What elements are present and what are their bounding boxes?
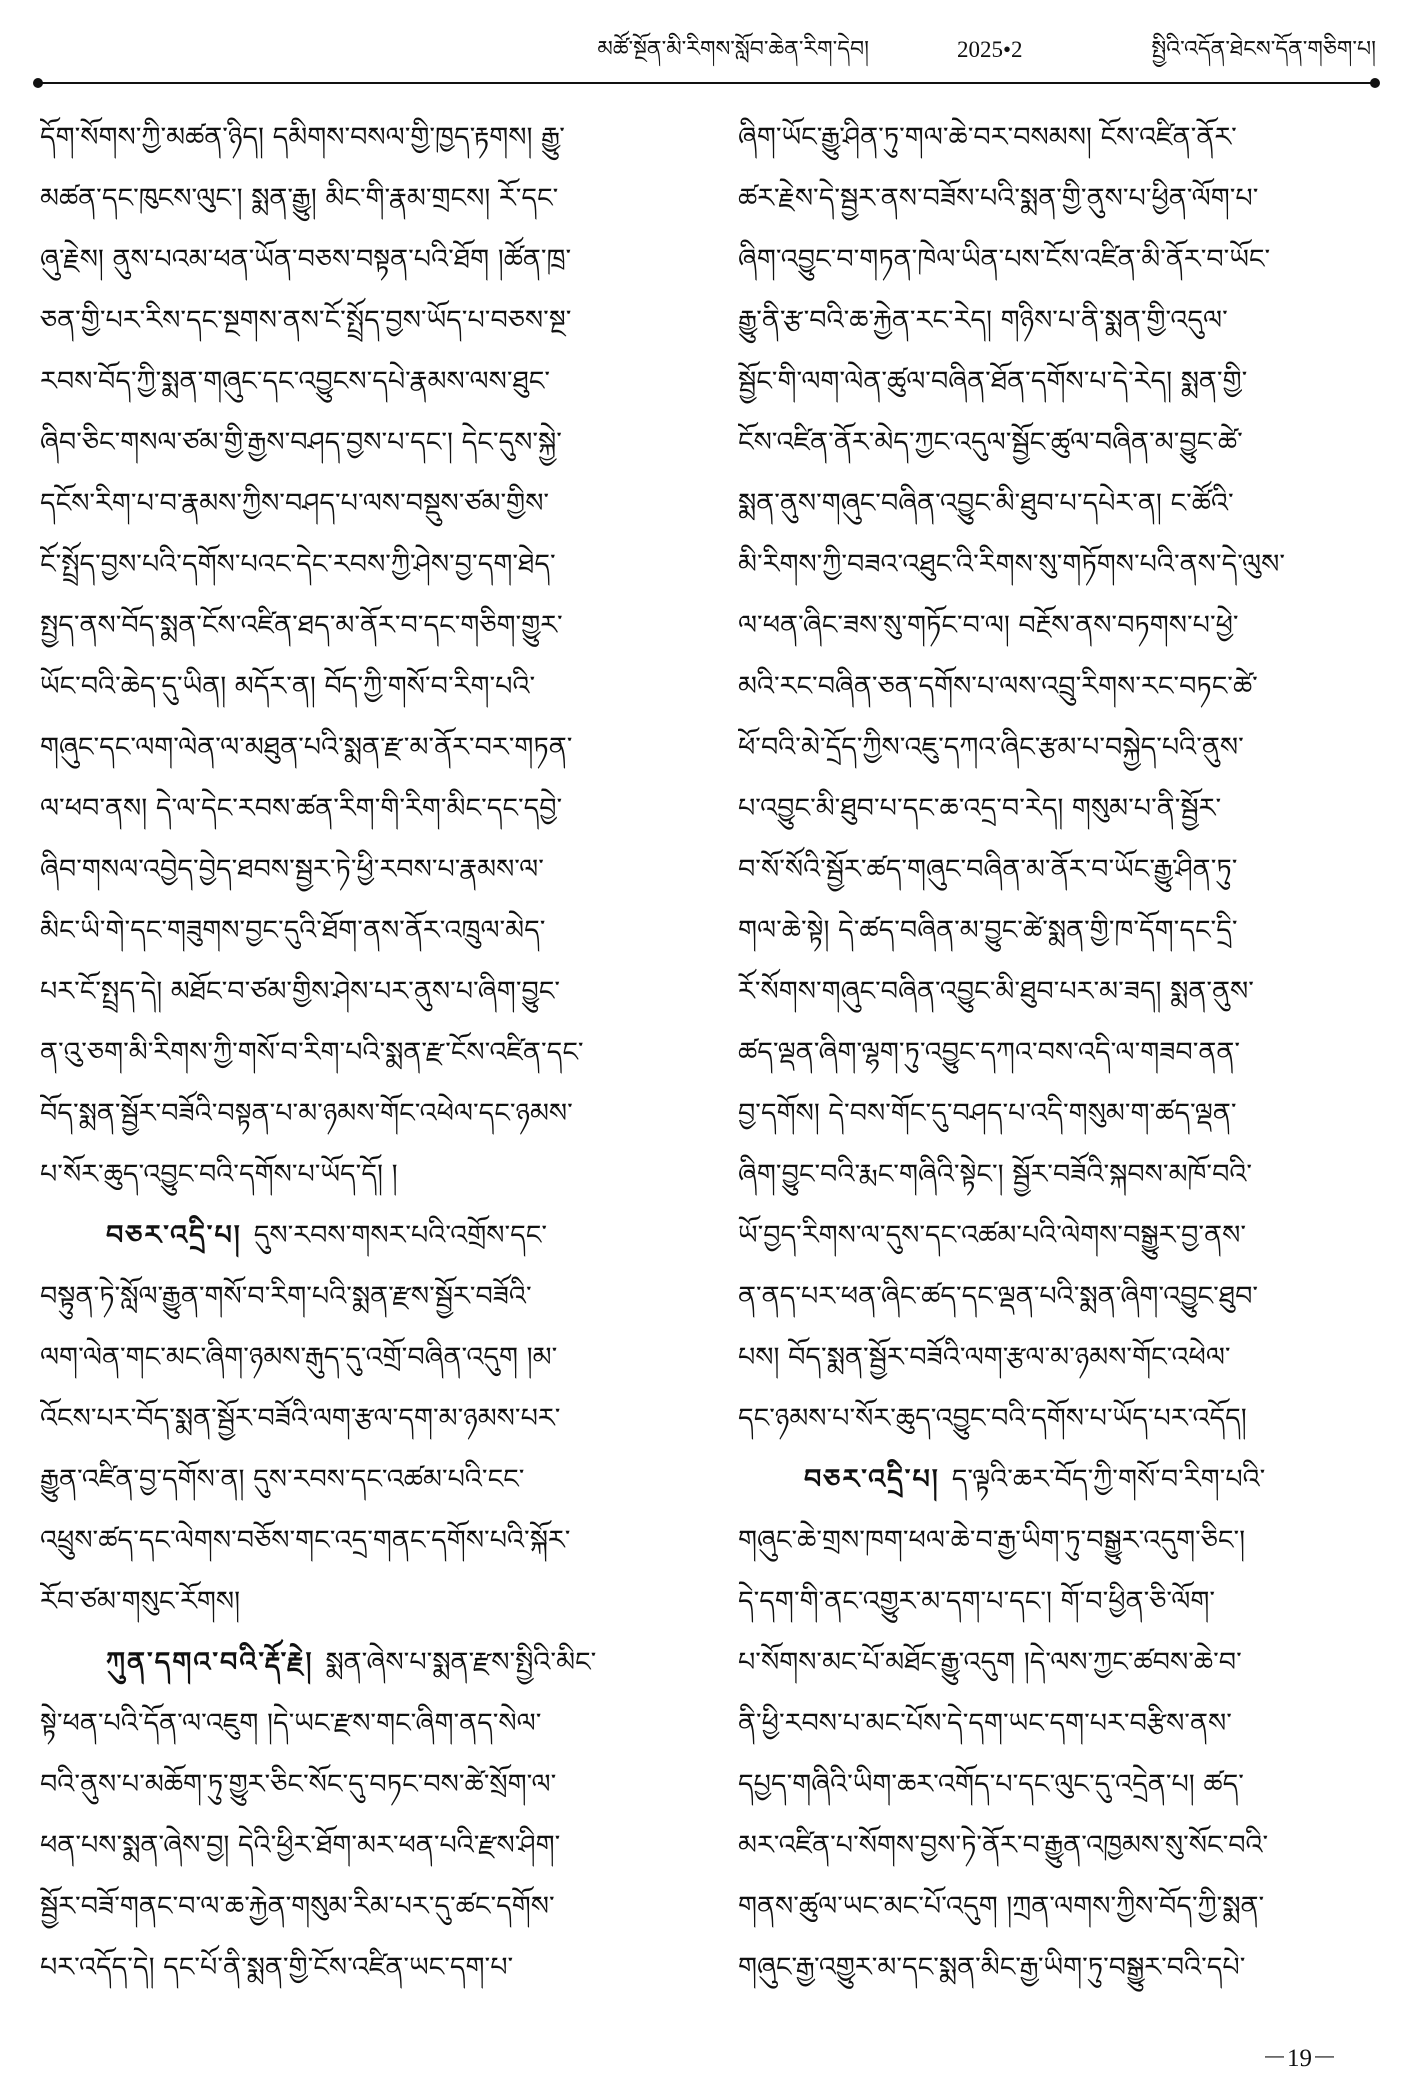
line-text: ཚད་ལྡན་ཞིག་ལྷག་ཏུ་འབྱུང་དཀའ་བས་འདི་ལ་གཟབ་ནན་ (738, 1037, 1241, 1068)
line-text: ཡོ་བྱད་རིགས་ལ་དུས་དང་འཚམ་པའི་ལེགས་བསྒྱུར་བྱ་ནས་ (738, 1220, 1247, 1251)
text-line (738, 351, 1384, 412)
line-text: ཡོང་བའི་ཆེད་དུ་ཡིན། མདོར་ན། བོད་ཀྱི་གསོ་བ་རིག་པའི་ (40, 671, 536, 702)
line-text: དངོས་རིག་པ་བ་རྣམས་ཀྱིས་བཤད་པ་ལས་བསྡུས་ཙམ་གྱིས་ (40, 488, 550, 519)
line-text: སྦྱོང་གི་ལག་ལེན་ཚུལ་བཞིན་ཐོན་དགོས་པ་དེ་རེད། སྨན་གྱི་ (738, 366, 1248, 397)
text-line (738, 1022, 1384, 1083)
text-line (40, 1876, 696, 1937)
text-line (40, 717, 696, 778)
line-text: ཚར་རྗེས་དེ་སྦྱར་ནས་བཟོས་པའི་སྨན་གྱི་ནུས་པ་ཕྱིན་ལོག་པ་ (738, 183, 1259, 214)
text-line (40, 1449, 696, 1510)
text-line (40, 1815, 696, 1876)
line-text: དཔྱད་གཞིའི་ཡིག་ཆར་འགོད་པ་དང་ལུང་དུ་འདྲེན་པ། ཚད་ (738, 1769, 1244, 1800)
line-text: བའི་ནུས་པ་མཆོག་ཏུ་གྱུར་ཅིང་སོང་དུ་བཏང་བས་ཚེ་སྲོག་ལ་ (40, 1769, 557, 1800)
paragraph (40, 1632, 696, 1998)
line-text: ནི་ཕྱི་རབས་པ་མང་པོས་དེ་དག་ཡང་དག་པར་བརྩིས་ནས་ (738, 1708, 1232, 1739)
text-line (40, 1754, 696, 1815)
line-text: པས། བོད་སྨན་སྦྱོར་བཟོའི་ལག་རྩལ་མ་ཉམས་གོང་འཕེལ་ (738, 1342, 1231, 1373)
text-line (738, 961, 1384, 1022)
line-text: གཞུང་དང་ལག་ལེན་ལ་མཐུན་པའི་སྨན་རྫ་མ་ནོར་བར་གཏན་ (40, 732, 573, 763)
line-text: པར་འདོད་དེ། དང་པོ་ནི་སྨན་གྱི་ངོས་འཛིན་ཡང་དག་པ་ (40, 1952, 514, 1983)
text-line (738, 1449, 1384, 1510)
issue-number: 2025•2 (957, 37, 1023, 62)
text-line (40, 595, 696, 656)
line-text: དུས་རབས་གསར་པའི་འགྲོས་དང་ (253, 1220, 548, 1251)
text-line (738, 1754, 1384, 1815)
text-line (738, 1510, 1384, 1571)
text-line (40, 839, 696, 900)
line-text: བོད་སྨན་སྦྱོར་བཟོའི་བསྟན་པ་མ་ཉམས་གོང་འཕེལ་དང་ཉམས་ (40, 1098, 573, 1129)
text-line (40, 107, 696, 168)
line-text: མའི་རང་བཞིན་ཅན་དགོས་པ་ལས་འབྲུ་རིགས་རང་བཏང་ཚེ་ (738, 671, 1258, 702)
text-line (738, 1205, 1384, 1266)
paragraph (738, 1449, 1384, 1998)
text-line (738, 1876, 1384, 1937)
text-line (738, 1144, 1384, 1205)
header-rule (40, 82, 1374, 84)
paragraph (738, 107, 1384, 1449)
text-line (738, 1388, 1384, 1449)
line-text: རོབ་ཙམ་གསུང་རོགས། (40, 1586, 241, 1617)
speaker-label: ཀུན་དགའ་བའི་རྡོ་རྗེ། (106, 1647, 314, 1678)
line-text: མི་རིགས་ཀྱི་བཟའ་འཐུང་འི་རིགས་སུ་གཏོགས་པའི་ནས་དེ་ལུས་ (738, 549, 1286, 580)
text-line (40, 1144, 696, 1205)
line-text: གནས་ཚུལ་ཡང་མང་པོ་འདུག །ཀྲན་ལགས་ཀྱིས་བོད་ཀྱི་སྨན་ (738, 1891, 1265, 1922)
line-text: བ་སོ་སོའི་སྦྱོར་ཚད་གཞུང་བཞིན་མ་ནོར་བ་ཡོང་རྒྱུ་ཤིན་ཏུ་ (738, 854, 1238, 885)
text-line (40, 1022, 696, 1083)
text-line (738, 412, 1384, 473)
text-line (40, 412, 696, 473)
text-line (40, 1083, 696, 1144)
line-text: མིང་ཡི་གེ་དང་གཟུགས་བྱང་དུའི་ཐོག་ནས་ནོར་འཁྲུལ་མེད་ (40, 915, 546, 946)
text-line (40, 168, 696, 229)
page-number: －19－ (1262, 2045, 1338, 2072)
right-column (738, 107, 1384, 1998)
left-column (40, 107, 696, 1998)
speaker-label: བཅར་འདྲི་པ། (804, 1464, 940, 1495)
line-text: ན་འུ་ཅག་མི་རིགས་ཀྱི་གསོ་བ་རིག་པའི་སྨན་རྫ་ངོས་འཛིན་དང་ (40, 1037, 584, 1068)
text-line (40, 473, 696, 534)
text-line (40, 351, 696, 412)
line-text: རོ་སོགས་གཞུང་བཞིན་འབྱུང་མི་ཐུབ་པར་མ་ཟད། སྨན་ནུས་ (738, 976, 1254, 1007)
text-line (738, 839, 1384, 900)
line-text: ངོས་འཛིན་ནོར་མེད་ཀྱང་འདུལ་སྦྱོང་ཚུལ་བཞིན་མ་བྱུང་ཚེ་ (738, 427, 1243, 458)
line-text: ངོ་སྤྲོད་བྱས་པའི་དགོས་པའང་དེང་རབས་ཀྱི་ཤེས་བྱ་དག་ཐེད་ (40, 549, 556, 580)
line-text: བསྟུན་ཏེ་སློལ་རྒྱུན་གསོ་བ་རིག་པའི་སྨན་རྫས་སྦྱོར་བཟོའི་ (40, 1281, 532, 1312)
text-line (738, 717, 1384, 778)
text-line (40, 1327, 696, 1388)
line-text: པ་འབྱུང་མི་ཐུབ་པ་དང་ཆ་འདྲ་བ་རེད། གསུམ་པ་ནི་སྦྱོར་ (738, 793, 1222, 824)
speaker-label: བཅར་འདྲི་པ། (106, 1220, 242, 1251)
text-line (738, 1632, 1384, 1693)
text-line (40, 1266, 696, 1327)
line-text: འོངས་པར་བོད་སྨན་སྦྱོར་བཟོའི་ལག་རྩལ་དག་མ་ཉམས་པར་ (40, 1403, 561, 1434)
line-text: ལ་ཕབ་ནས། དེ་ལ་དེང་རབས་ཚན་རིག་གི་རིག་མིང་དང་དབྱེ་ (40, 793, 563, 824)
text-line (40, 1571, 696, 1632)
line-text: འཕྲུས་ཚད་དང་ལེགས་བཅོས་གང་འདྲ་གནང་དགོས་པའི་སྐོར་ (40, 1525, 571, 1556)
line-text: བྱ་དགོས། དེ་བས་གོང་དུ་བཤད་པ་འདི་གསུམ་ག་ཚད་ལྡན་ (738, 1098, 1237, 1129)
line-text: ཕོ་བའི་མེ་དྲོད་ཀྱིས་འཇུ་དཀའ་ཞིང་རྩམ་པ་བསྐྱེད་པའི་ནུས་ (738, 732, 1244, 763)
paragraph (40, 1205, 696, 1632)
line-text: ལག་ལེན་གང་མང་ཞིག་ཉམས་རྒུད་དུ་འགྲོ་བཞིན་འདུག །མ་ (40, 1342, 558, 1373)
line-text: དོག་སོགས་ཀྱི་མཚན་ཉིད། དམིགས་བསལ་གྱི་ཁྱད་རྟགས། རྒྱུ་ (40, 122, 565, 153)
line-text: ཞིབ་གསལ་འབྱེད་བྱེད་ཐབས་སྦྱར་ཏེ་ཕྱི་རབས་པ་རྣམས་ལ་ (40, 854, 544, 885)
line-text: ལ་ཕན་ཞིང་ཟས་སུ་གཏོང་བ་ལ། བརྔོས་ནས་བཏགས་པ་ཕྱེ་ (738, 610, 1239, 641)
text-line (40, 229, 696, 290)
line-text: གལ་ཆེ་སྟེ། དེ་ཚད་བཞིན་མ་བྱུང་ཚེ་སྨན་གྱི་ཁ་དོག་དང་དྲི་ (738, 915, 1238, 946)
journal-title: མཚོ་སྔོན་མི་རིགས་སློབ་ཆེན་རིག་དེབ། (597, 37, 869, 62)
text-line (738, 1571, 1384, 1632)
series-number: སྤྱིའི་འདོན་ཐེངས་དོན་གཅིག་པ། (1151, 37, 1376, 62)
line-text: མར་འཛིན་པ་སོགས་བྱས་ཏེ་ནོར་བ་རྒྱུན་འཁྱམས་སུ་སོང་བའི་ (738, 1830, 1269, 1861)
line-text: མཚན་དང་ཁུངས་ལུང་། སྨན་རྒྱུ། མིང་གི་རྣམ་གྲངས། རོ་དང་ (40, 183, 559, 214)
line-text: རྒྱུ་ནི་རྩ་བའི་ཆ་རྐྱེན་རང་རེད། གཉིས་པ་ནི་སྨན་གྱི་འདུལ་ (738, 305, 1228, 336)
text-line (40, 1632, 696, 1693)
line-text: ཞུ་རྗེས། ནུས་པའམ་ཕན་ཡོན་བཅས་བསྟན་པའི་ཐོག །ཚོན་ཁྲ་ (40, 244, 572, 275)
line-text: ཅན་གྱི་པར་རིས་དང་སྔགས་ནས་ངོ་སྤྲོད་བྱས་ཡོད་པ་བཅས་སྔ་ (40, 305, 572, 336)
line-text: ཕན་པས་སྨན་ཞེས་བྱ། དེའི་ཕྱིར་ཐོག་མར་ཕན་པའི་རྫས་ཤིག་ (40, 1830, 561, 1861)
text-line (738, 900, 1384, 961)
text-line (738, 290, 1384, 351)
line-text: རབས་བོད་ཀྱི་སྨན་གཞུང་དང་འབྱུངས་དཔེ་རྣམས་ལས་ཐུང་ (40, 366, 551, 397)
text-line (738, 656, 1384, 717)
line-text: པར་ངོ་སྤྲད་དེ། མཐོང་བ་ཙམ་གྱིས་ཤེས་པར་ནུས་པ་ཞིག་བྱུང་ (40, 976, 561, 1007)
text-line (40, 1693, 696, 1754)
line-text: ཞིབ་ཅིང་གསལ་ཙམ་གྱི་རྒྱས་བཤད་བྱས་པ་དང་། དེང་དུས་སྐྱེ་ (40, 427, 562, 458)
text-line (738, 778, 1384, 839)
line-text: སྦྱོར་བཟོ་གནང་བ་ལ་ཆ་རྐྱེན་གསུམ་རིམ་པར་དུ་ཚང་དགོས་ (40, 1891, 555, 1922)
text-line (40, 1510, 696, 1571)
line-text: རྒྱུན་འཛིན་བྱ་དགོས་ན། དུས་རབས་དང་འཚམ་པའི་ངང་ (40, 1464, 525, 1495)
text-line (738, 1266, 1384, 1327)
text-line (40, 1388, 696, 1449)
line-text: ཞིག་ཡོང་རྒྱུ་ཤིན་ཏུ་གལ་ཆེ་བར་བསམས། ངོས་འཛིན་ནོར་ (738, 122, 1237, 153)
text-line (40, 961, 696, 1022)
text-line (738, 595, 1384, 656)
line-text: ཞིག་བྱུང་བའི་རྨང་གཞིའི་སྟེང་། སྦྱོར་བཟོའི་སྐབས་མཁོ་བའི་ (738, 1159, 1253, 1190)
text-line (40, 656, 696, 717)
text-line (738, 168, 1384, 229)
text-line (738, 229, 1384, 290)
rule-end-dot (1370, 78, 1380, 88)
text-line (40, 900, 696, 961)
line-text: ད་ལྟའི་ཆར་བོད་ཀྱི་གསོ་བ་རིག་པའི་ (951, 1464, 1266, 1495)
line-text: སྤྱད་ནས་བོད་སྨན་ངོས་འཛིན་ཐད་མ་ནོར་བ་དང་གཅིག་གྱུར་ (40, 610, 563, 641)
line-text: གཞུང་རྒྱ་འགྱུར་མ་དང་སྨན་མིང་རྒྱ་ཡིག་ཏུ་བསྒྱུར་བའི་དཔེ་ (738, 1952, 1246, 1983)
line-text: གཞུང་ཆེ་གྲས་ཁག་ཕལ་ཆེ་བ་རྒྱ་ཡིག་ཏུ་བསྒྱུར་འདུག་ཅིང་། (738, 1525, 1246, 1556)
line-text: སྨན་ནུས་གཞུང་བཞིན་འབྱུང་མི་ཐུབ་པ་དཔེར་ན། ང་ཚོའི་ (738, 488, 1234, 519)
line-text: ཞིག་འབྱུང་བ་གཏན་ཁེལ་ཡིན་པས་ངོས་འཛིན་མི་ནོར་བ་ཡོང་ (738, 244, 1271, 275)
line-text: དེ་དག་གི་ནང་འགྱུར་མ་དག་པ་དང་། གོ་བ་ཕྱིན་ཅི་ལོག་ (738, 1586, 1216, 1617)
text-line (738, 1327, 1384, 1388)
line-text: ན་ནད་པར་ཕན་ཞིང་ཚད་དང་ལྡན་པའི་སྨན་ཞིག་འབྱུང་ཐུབ་ (738, 1281, 1259, 1312)
text-line (738, 1937, 1384, 1998)
rule-end-dot (33, 78, 43, 88)
text-line (738, 473, 1384, 534)
text-line (40, 290, 696, 351)
text-line (738, 1693, 1384, 1754)
text-line (40, 1205, 696, 1266)
text-line (40, 534, 696, 595)
text-line (40, 778, 696, 839)
line-text: པ་སོར་ཆུད་འབྱུང་བའི་དགོས་པ་ཡོད་དོ། ། (40, 1159, 398, 1190)
line-text: སྟེ་ཕན་པའི་དོན་ལ་འཇུག །དེ་ཡང་རྫས་གང་ཞིག་ནད་སེལ་ (40, 1708, 542, 1739)
text-line (738, 107, 1384, 168)
text-line (738, 534, 1384, 595)
paragraph (40, 107, 696, 1205)
text-line (738, 1815, 1384, 1876)
line-text: པ་སོགས་མང་པོ་མཐོང་རྒྱུ་འདུག །དེ་ལས་ཀྱང་ཚབས་ཆེ་བ་ (738, 1647, 1242, 1678)
line-text: སྨན་ཞེས་པ་སྨན་རྫས་སྤྱིའི་མིང་ (325, 1647, 597, 1678)
line-text: དང་ཉམས་པ་སོར་ཆུད་འབྱུང་བའི་དགོས་པ་ཡོད་པར་འདོད། (738, 1403, 1247, 1434)
text-line (738, 1083, 1384, 1144)
text-line (40, 1937, 696, 1998)
